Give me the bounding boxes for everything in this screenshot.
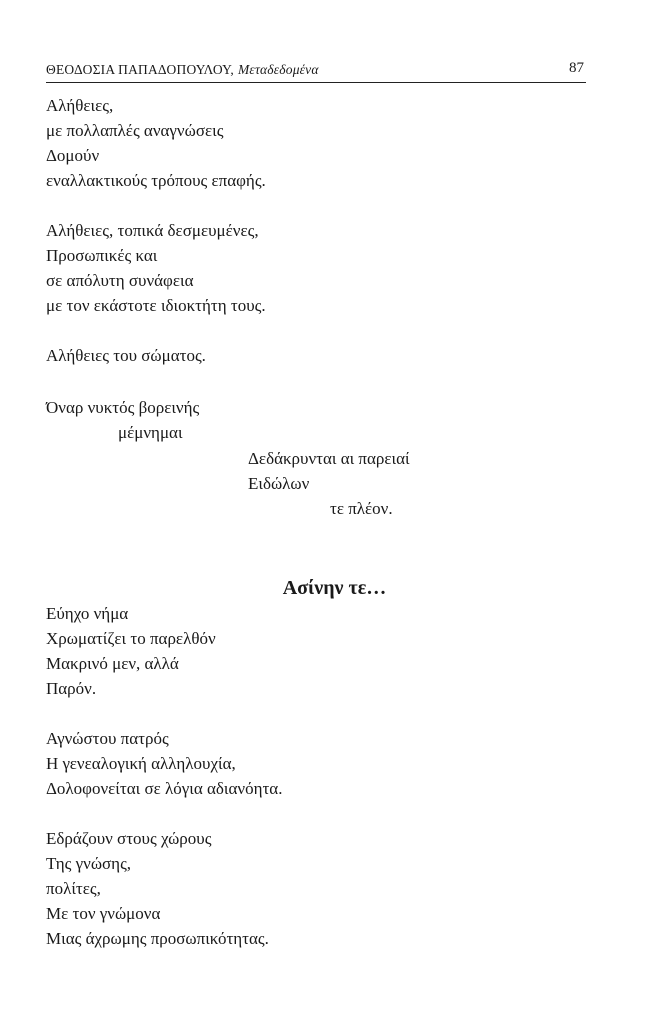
poem-line: Αλήθειες του σώματος. bbox=[46, 346, 206, 365]
poem-line: τε πλέον. bbox=[330, 499, 393, 518]
poem-line: Της γνώσης, bbox=[46, 854, 132, 873]
poem-line: Παρόν. bbox=[46, 679, 97, 698]
header-work-title: Μεταδεδομένα bbox=[237, 62, 319, 77]
poem-line: Χρωματίζει το παρελθόν bbox=[46, 629, 216, 648]
poem-line: μέμνημαι bbox=[118, 423, 183, 442]
poem-line: Εύηχο νήμα bbox=[46, 604, 129, 623]
poem-line: Δεδάκρυνται αι παρειαί bbox=[248, 449, 410, 468]
poem-line: Αλήθειες, τοπικά δεσμευμένες, bbox=[46, 221, 259, 240]
running-header bbox=[46, 58, 586, 82]
poem-line: Μιας άχρωμης προσωπικότητας. bbox=[46, 929, 269, 948]
poem-line: Εδράζουν στους χώρους bbox=[46, 829, 212, 848]
header-rule bbox=[46, 82, 586, 83]
poem-line: Αγνώστου πατρός bbox=[46, 729, 169, 748]
poem-line: Μακρινό μεν, αλλά bbox=[46, 654, 179, 673]
poem-line: με πολλαπλές αναγνώσεις bbox=[46, 121, 224, 140]
poem-line: Η γενεαλογική αλληλουχία, bbox=[46, 754, 236, 773]
header-author: ΘΕΟΔΟΣΙΑ ΠΑΠΑΔΟΠΟΥΛΟΥ, Μεταδεδομένα bbox=[46, 62, 319, 77]
poem-line: Ειδώλων bbox=[248, 474, 310, 493]
poem-line: Αλήθειες, bbox=[46, 96, 114, 115]
poem-line: με τον εκάστοτε ιδιοκτήτη τους. bbox=[46, 296, 266, 315]
poem-line: Με τον γνώμονα bbox=[46, 904, 161, 923]
page-number: 87 bbox=[569, 60, 584, 76]
poem-line: Προσωπικές και bbox=[46, 246, 158, 265]
poem-line: Όναρ νυκτός βορεινής bbox=[46, 398, 200, 417]
poem-line: Δολοφονείται σε λόγια αδιανόητα. bbox=[46, 779, 283, 798]
poem-line: Δομούν bbox=[46, 146, 100, 165]
poem-line: πολίτες, bbox=[46, 879, 101, 898]
poem-title: Ασίνην τε… bbox=[282, 577, 387, 599]
poem-line: σε απόλυτη συνάφεια bbox=[46, 271, 194, 290]
poem-line: εναλλακτικούς τρόπους επαφής. bbox=[46, 171, 266, 190]
